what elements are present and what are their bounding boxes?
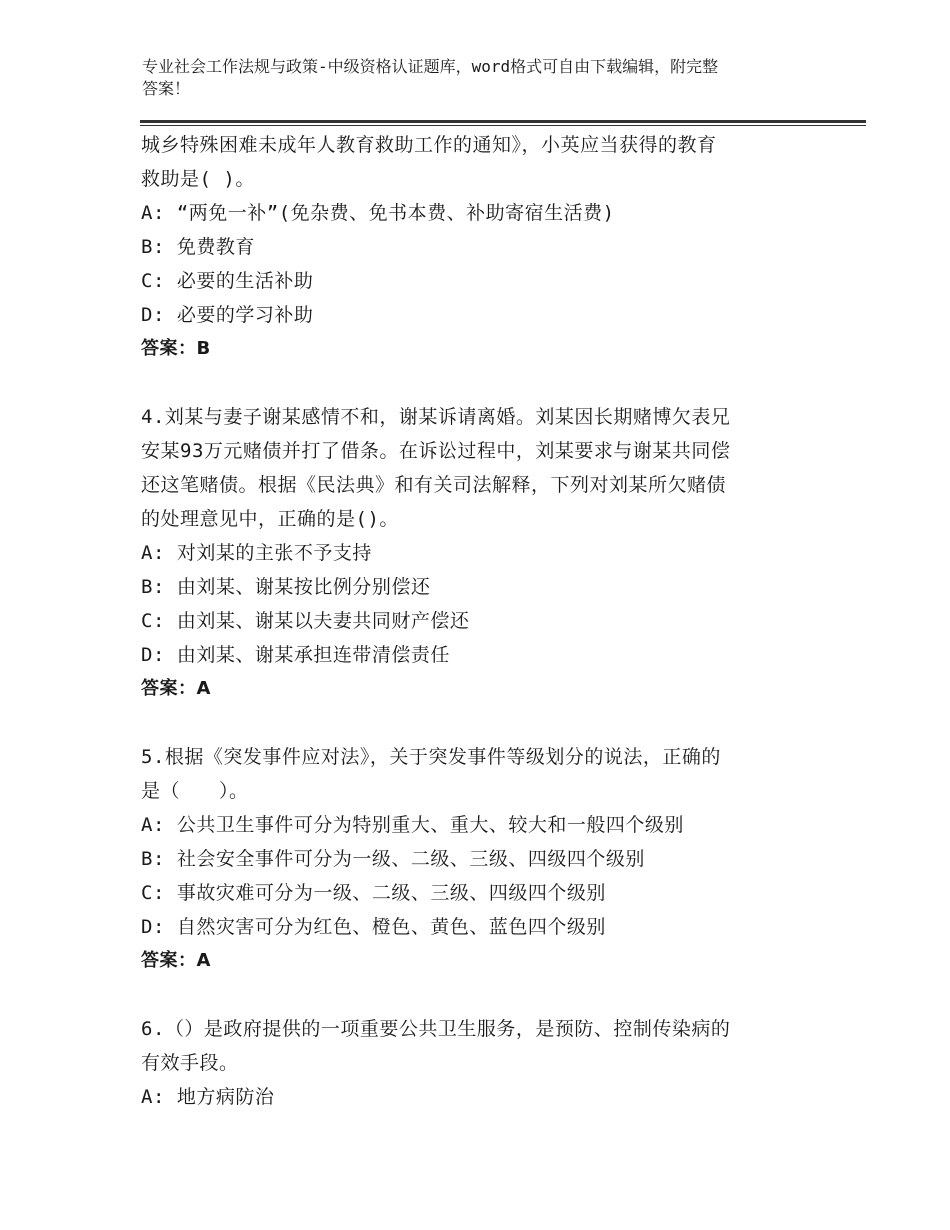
spacer (141, 978, 831, 1012)
option-a: A: 对刘某的主张不予支持 (141, 542, 372, 564)
page-header (142, 56, 822, 100)
question-5 (141, 740, 831, 978)
answer-line: 答案：A (141, 678, 211, 699)
question-4 (141, 400, 831, 706)
option-d: D: 自然灾害可分为红色、橙色、黄色、蓝色四个级别 (141, 916, 606, 938)
header-line-2: 答案！ (142, 79, 191, 98)
option-a: A: 地方病防治 (141, 1086, 275, 1108)
question-stem-line: 救助是( )。 (141, 168, 255, 190)
question-stem-line: 有效手段。 (141, 1052, 239, 1074)
spacer (141, 706, 831, 740)
option-a: A: “两免一补”(免杂费、免书本费、补助寄宿生活费) (141, 202, 615, 224)
question-stem-line: 5.根据《突发事件应对法》，关于突发事件等级划分的说法，正确的 (141, 746, 721, 768)
question-6 (141, 1012, 831, 1114)
option-c: C: 事故灾难可分为一级、二级、三级、四级四个级别 (141, 882, 606, 904)
option-b: B: 免费教育 (141, 236, 255, 258)
option-a: A: 公共卫生事件可分为特别重大、重大、较大和一般四个级别 (141, 814, 684, 836)
document-body (141, 128, 831, 1114)
question-3 (141, 128, 831, 366)
question-stem-line: 还这笔赌债。根据《民法典》和有关司法解释，下列对刘某所欠赌债 (141, 474, 727, 496)
answer-line: 答案：B (141, 338, 211, 359)
header-line-1: 专业社会工作法规与政策-中级资格认证题库，word格式可自由下载编辑，附完整 (142, 57, 719, 76)
option-b: B: 由刘某、谢某按比例分别偿还 (141, 576, 431, 598)
question-stem-line: 城乡特殊困难未成年人教育救助工作的通知》，小英应当获得的教育 (141, 134, 717, 156)
option-d: D: 必要的学习补助 (141, 304, 314, 326)
question-stem-line: 的处理意见中，正确的是()。 (141, 508, 399, 530)
option-c: C: 由刘某、谢某以夫妻共同财产偿还 (141, 610, 470, 632)
question-stem-line: 4.刘某与妻子谢某感情不和，谢某诉请离婚。刘某因长期赌博欠表兄 (141, 406, 731, 428)
option-b: B: 社会安全事件可分为一级、二级、三级、四级四个级别 (141, 848, 645, 870)
question-stem-line: 6.（）是政府提供的一项重要公共卫生服务，是预防、控制传染病的 (141, 1018, 731, 1040)
answer-line: 答案：A (141, 950, 211, 971)
option-d: D: 由刘某、谢某承担连带清偿责任 (141, 644, 450, 666)
question-stem-line: 是（ ）。 (141, 780, 249, 802)
header-divider-thin (140, 125, 866, 126)
question-stem-line: 安某93万元赌债并打了借条。在诉讼过程中，刘某要求与谢某共同偿 (141, 440, 731, 462)
spacer (141, 366, 831, 400)
option-c: C: 必要的生活补助 (141, 270, 314, 292)
header-divider-thick (140, 120, 866, 123)
